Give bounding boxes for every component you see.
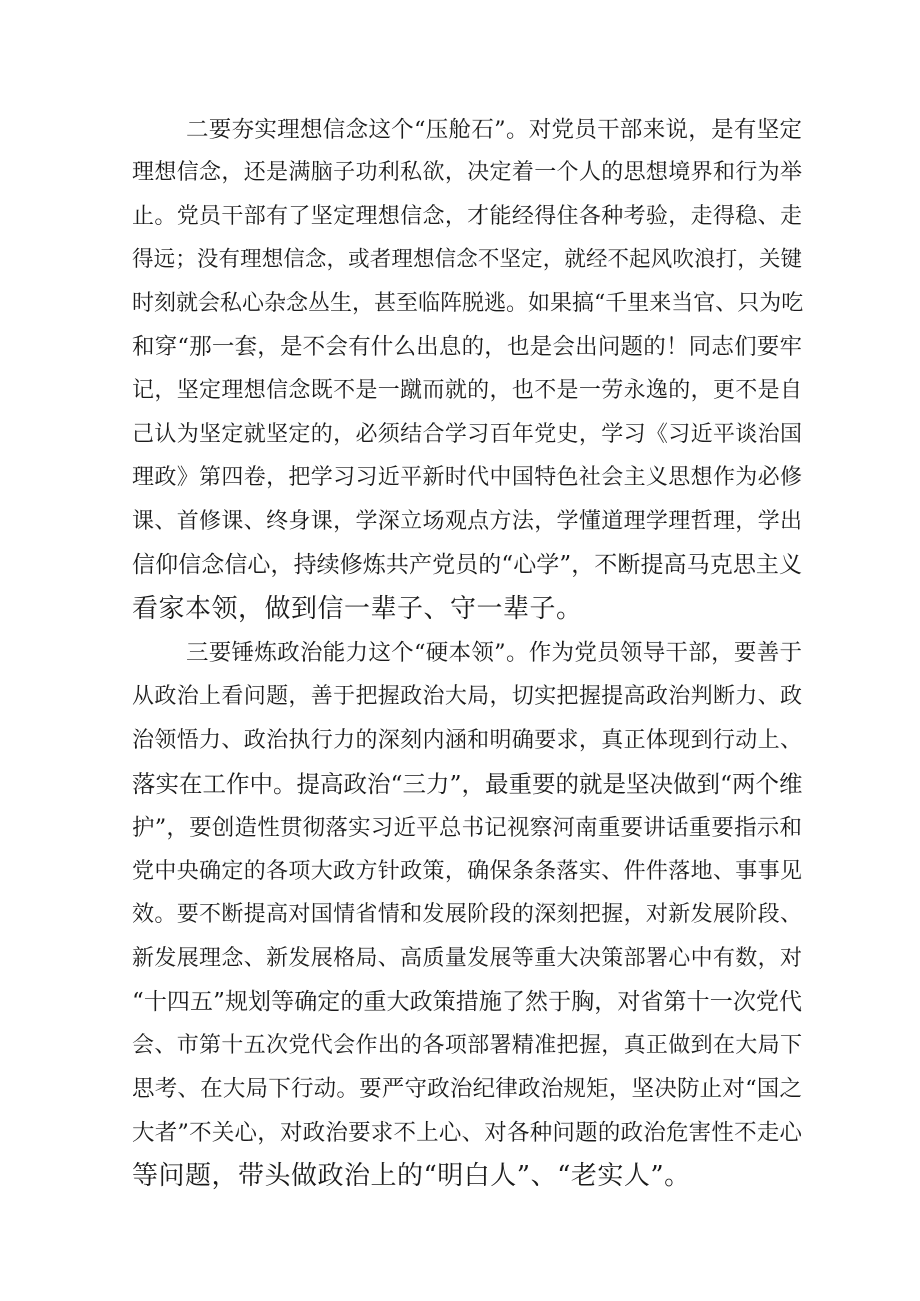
paragraph-line: 得远；没有理想信念，或者理想信念不坚定，就经不起风吹浪打，关键 — [132, 247, 802, 272]
paragraph-line: 新发展理念、新发展格局、高质量发展等重大决策部署心中有数，对 — [132, 946, 802, 971]
paragraph-line: 和穿“那一套，是不会有什么出息的，也是会出问题的！同志们要牢 — [132, 334, 802, 360]
paragraph-line: 治领悟力、政治执行力的深刻内涵和明确要求，真正体现到行动上、 — [132, 728, 802, 753]
paragraph-line: 理政》第四卷，把学习习近平新时代中国特色社会主义思想作为必修 — [132, 465, 802, 490]
paragraph-line: 课、首修课、终身课，学深立场观点方法，学懂道理学理哲理，学出 — [132, 509, 802, 534]
paragraph-line: 护”，要创造性贯彻落实习近平总书记视察河南重要讲话重要指示和 — [132, 815, 802, 841]
paragraph-line: 思考、在大局下行动。要严守政治纪律政治规矩，坚决防止对“国之 — [132, 1076, 802, 1102]
paragraph-line: 会、市第十五次党代会作出的各项部署精准把握，真正做到在大局下 — [132, 1033, 802, 1058]
paragraph-line: 时刻就会私心杂念丛生，甚至临阵脱逃。如果搞“千里来当官、只为吃 — [132, 291, 804, 316]
paragraph-line: 三要锤炼政治能力这个“硬本领”。作为党员领导干部，要善于 — [186, 640, 802, 666]
paragraph-line: “十四五”规划等确定的重大政策措施了然于胸，对省第十一次党代 — [132, 989, 802, 1015]
paragraph-line: 等问题，带头做政治上的“明白人”、“老实人”。 — [132, 1161, 691, 1191]
paragraph-line: 二要夯实理想信念这个“压舱石”。对党员干部来说，是有坚定 — [186, 117, 802, 143]
paragraph-line: 效。要不断提高对国情省情和发展阶段的深刻把握，对新发展阶段、 — [132, 902, 802, 927]
paragraph-line: 理想信念，还是满脑子功利私欲，决定着一个人的思想境界和行为举 — [132, 160, 802, 185]
paragraph-line: 信仰信念信心，持续修炼共产党员的“心学”，不断提高马克思主义 — [132, 552, 802, 578]
paragraph-line: 记，坚定理想信念既不是一蹴而就的，也不是一劳永逸的，更不是自 — [132, 378, 802, 403]
paragraph-line: 党中央确定的各项大政方针政策，确保条条落实、件件落地、事事见 — [132, 859, 802, 884]
paragraph-line: 落实在工作中。提高政治“三力”，最重要的就是坚决做到“两个维 — [132, 770, 803, 798]
paragraph-line: 大者”不关心，对政治要求不上心、对各种问题的政治危害性不走心 — [132, 1120, 802, 1146]
paragraph-line: 看家本领，做到信一辈子、守一辈子。 — [132, 594, 583, 624]
paragraph-line: 从政治上看问题，善于把握政治大局，切实把握提高政治判断力、政 — [132, 684, 802, 709]
paragraph-line: 己认为坚定就坚定的，必须结合学习百年党史，学习《习近平谈治国 — [132, 422, 802, 447]
paragraph-line: 止。党员干部有了坚定理想信念，才能经得住各种考验，走得稳、走 — [132, 204, 802, 229]
